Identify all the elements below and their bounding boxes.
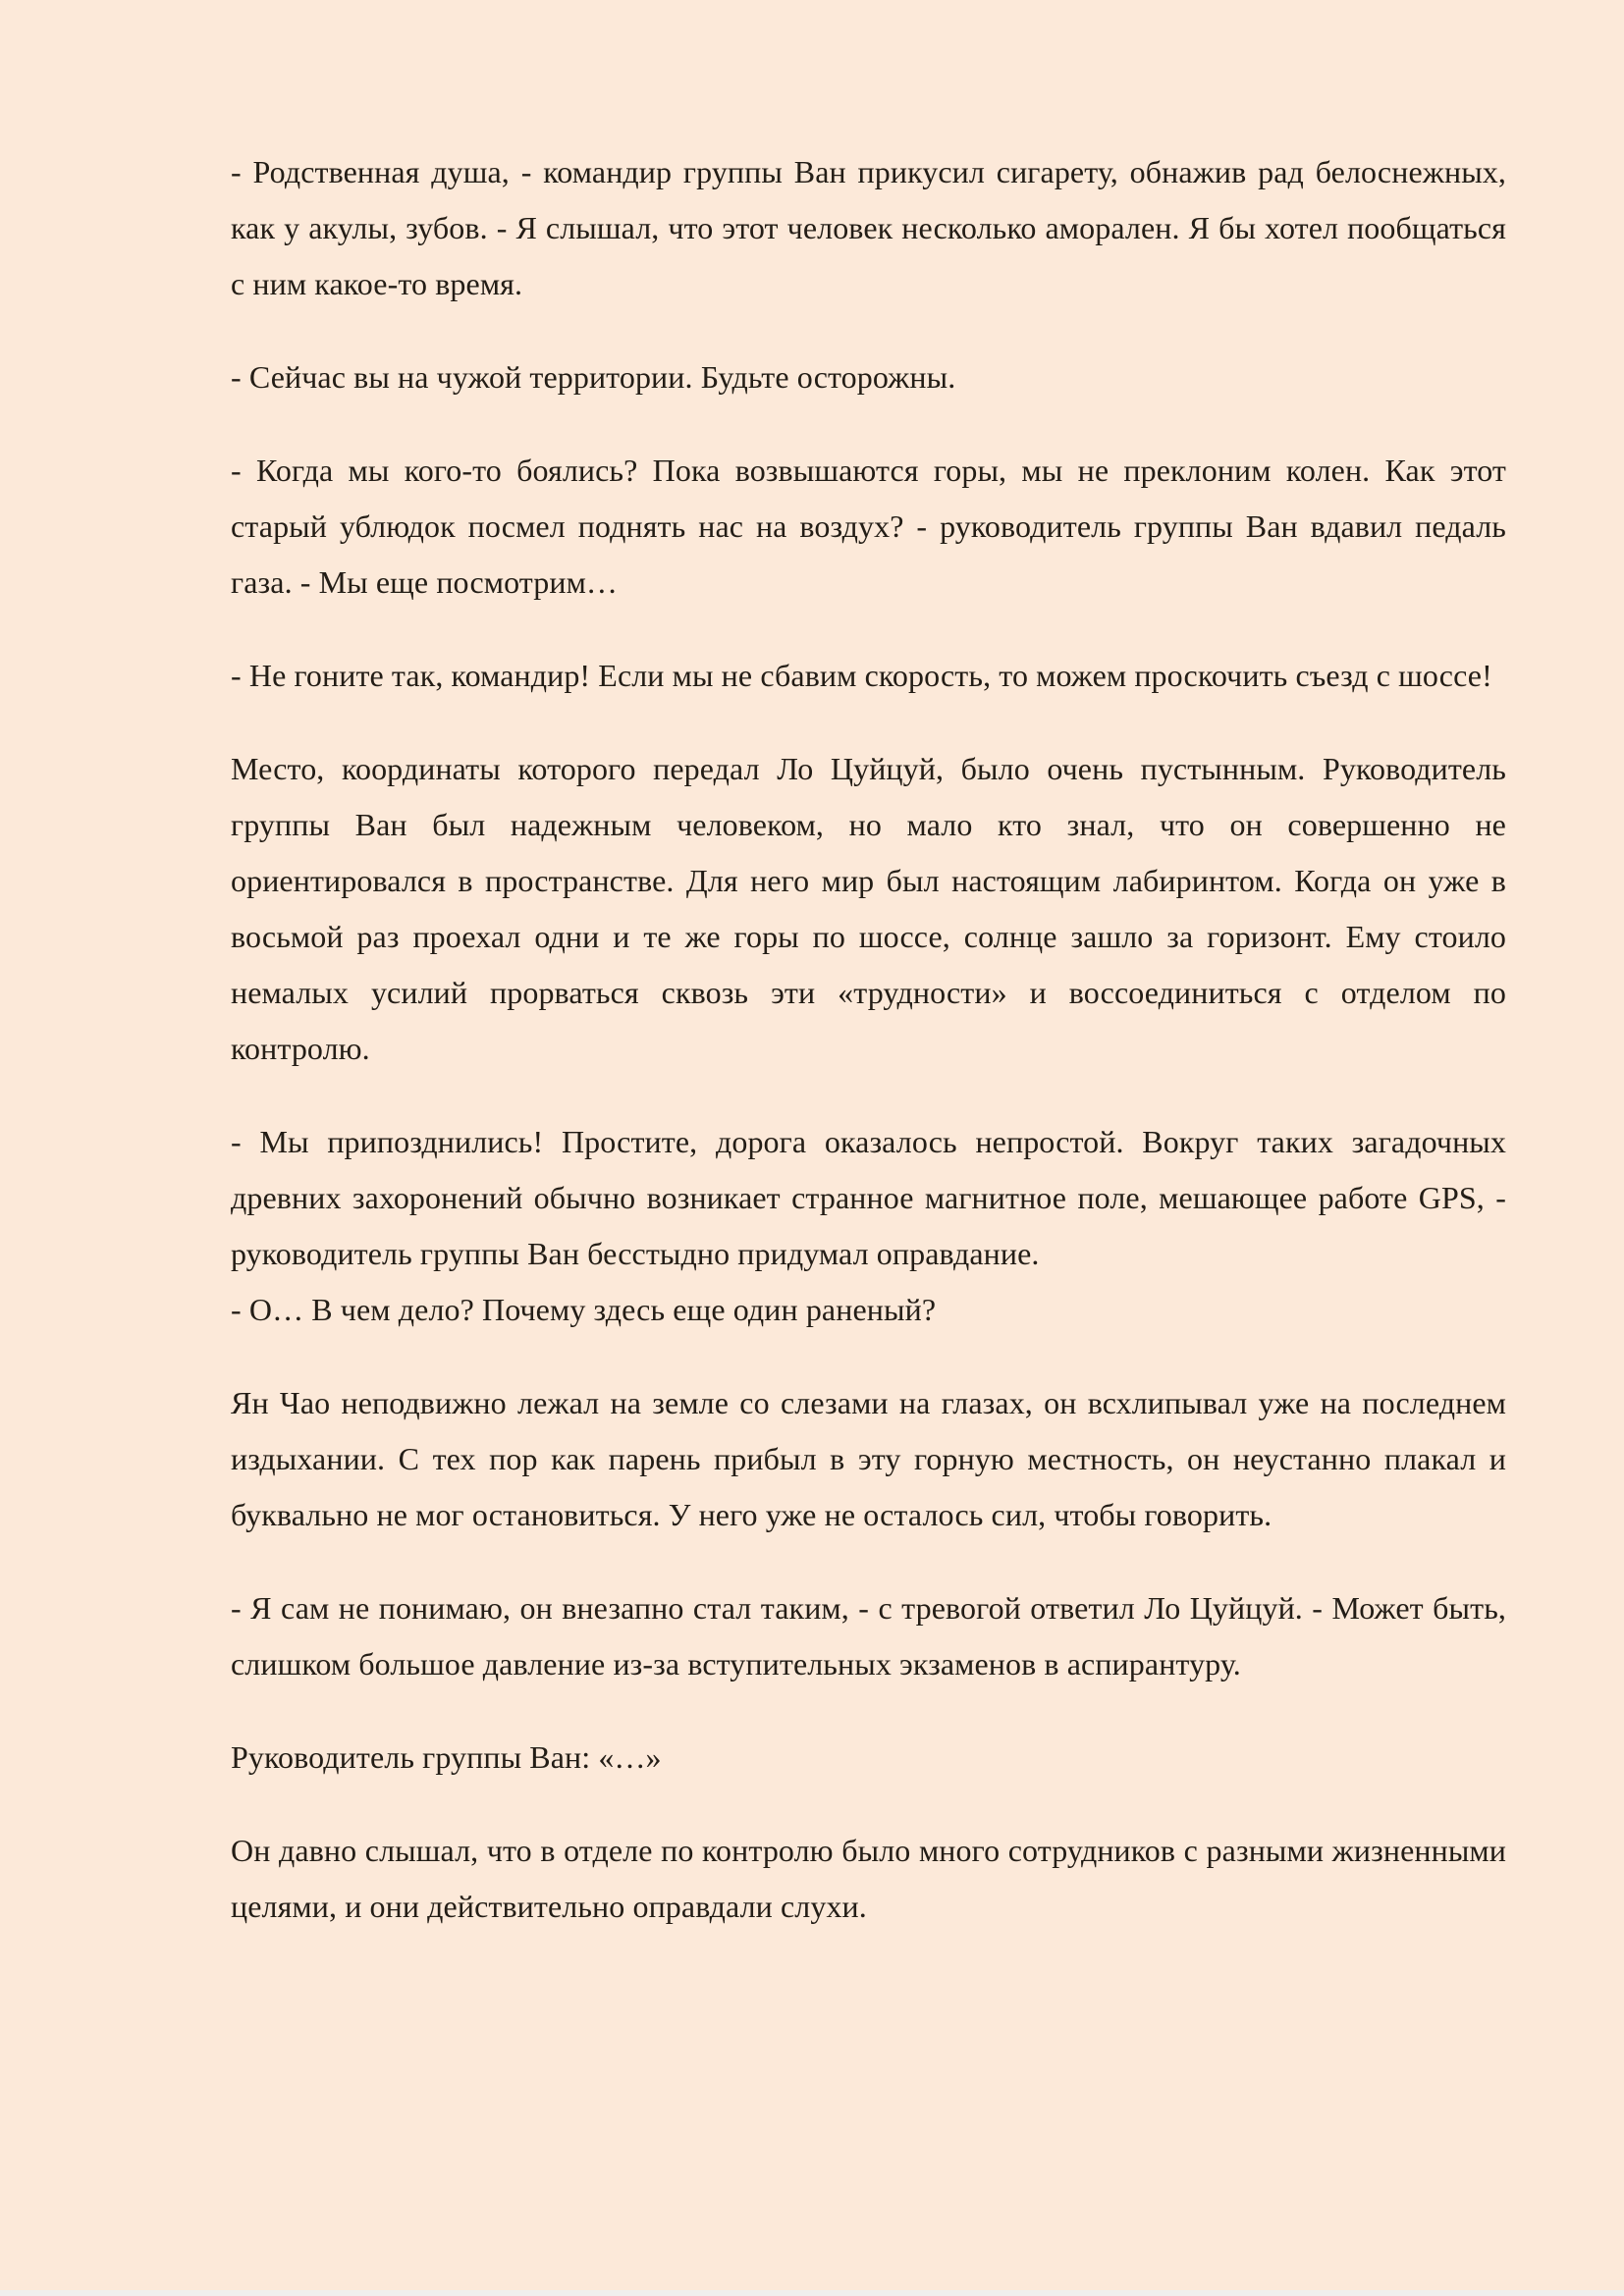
paragraph: - О… В чем дело? Почему здесь еще один раненый?: [231, 1292, 937, 1327]
paragraph: Ян Чао неподвижно лежал на земле со слезами на глазах, он всхлипывал уже на последнем издыхании. С тех пор как парень прибыл в эту горную местность, он неустанно плакал и буквально не мог остановиться. У него уже не осталось сил, чтобы говорить.: [231, 1385, 1506, 1532]
paragraph: Руководитель группы Ван: «…»: [231, 1739, 662, 1775]
paragraph: - Когда мы кого-то боялись? Пока возвышаются горы, мы не преклоним колен. Как этот старый ублюдок посмел поднять нас на воздух? - руководитель группы Ван вдавил педаль газа. - Мы еще посмотрим…: [231, 453, 1506, 600]
page-text: [231, 144, 1506, 1972]
paragraph: - Я сам не понимаю, он внезапно стал таким, - с тревогой ответил Ло Цуйцуй. - Может быть, слишком большое давление из-за вступительных экзаменов в аспирантуру.: [231, 1590, 1506, 1682]
paragraph: - Родственная душа, - командир группы Ван прикусил сигарету, обнажив рад белоснежных, как у акулы, зубов. - Я слышал, что этот человек несколько аморален. Я бы хотел пообщаться с ним какое-то время.: [231, 154, 1506, 301]
paragraph: Он давно слышал, что в отделе по контролю было много сотрудников с разными жизненными целями, и они действительно оправдали слухи.: [231, 1833, 1506, 1924]
paragraph: Место, координаты которого передал Ло Цуйцуй, было очень пустынным. Руководитель группы Ван был надежным человеком, но мало кто знал, что он совершенно не ориентировался в пространстве. Для него мир был настоящим лабиринтом. Когда он уже в восьмой раз проехал одни и те же горы по шоссе, солнце зашло за горизонт. Ему стоило немалых усилий прорваться сквозь эти «трудности» и воссоединиться с отделом по контролю.: [231, 751, 1506, 1066]
paragraph: - Сейчас вы на чужой территории. Будьте осторожны.: [231, 359, 956, 395]
paragraph: - Мы припозднились! Простите, дорога оказалось непростой. Вокруг таких загадочных древних захоронений обычно возникает странное магнитное поле, мешающее работе GPS, - руководитель группы Ван бесстыдно придумал оправдание.: [231, 1124, 1506, 1271]
paragraph: - Не гоните так, командир! Если мы не сбавим скорость, то можем проскочить съезд с шоссе!: [231, 658, 1492, 693]
page-bottom-edge: [0, 2290, 1624, 2296]
